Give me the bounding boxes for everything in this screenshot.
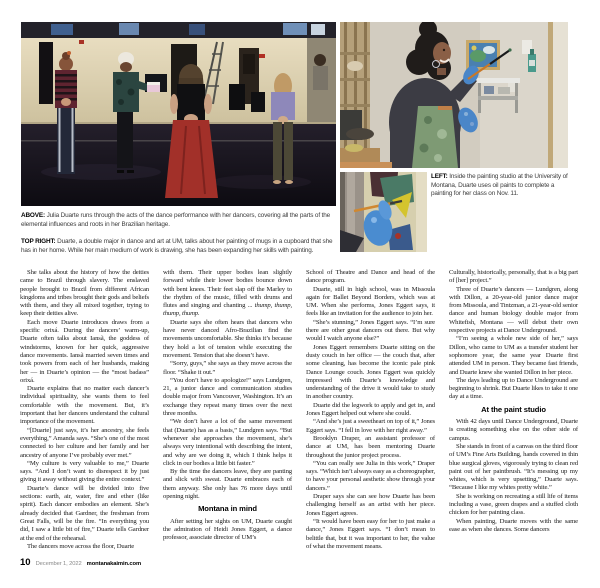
paragraph: “It would have been easy for her to just make a dance,” Jones Eggert says. “I don’t mean to belittle that, but it was important to her, the value of what the movement means. xyxy=(306,517,435,550)
page-footer xyxy=(20,557,141,568)
footer-date: December 1, 2022 xyxy=(35,561,82,567)
paragraph: Duarte did the legwork to apply and get in, and Jones Eggert helped out where she could. xyxy=(306,401,435,418)
paragraph: Brooklyn Draper, an assistant professor of dance at UM, has been mentoring Duarte throughout the junior project process. xyxy=(306,434,435,459)
article-column-3 xyxy=(306,269,435,551)
paragraph-text: with them. Their upper bodies lean slightly forward while their lower bodies bounce down with bent knees. Their feet slap off the Marley to the rhythm of the music, filled with drums and flutes and singing and chanting ... xyxy=(163,269,292,310)
paragraph: “You don’t have to apologize!” says Lundgren, 21, a junior dance and communication studies double major from Vancouver, Washington. It’s an exchange they repeat many times over the next three months. xyxy=(163,376,292,418)
caption-left-text: Inside the painting studio at the University of Montana, Duarte uses oil paints to complete a painting for her class on Nov. 11. xyxy=(431,173,568,198)
paragraph-italic-text: thump, thump, thump, thump. xyxy=(163,302,292,318)
article-body xyxy=(20,269,578,551)
paragraph: She is working on recreating a still life of items including a vase, green drapes and a stuffed cloth chicken for her painting class. xyxy=(449,492,578,517)
paragraph: Draper says she can see how Duarte has been challenging herself as an artist with her piece. Jones Eggert agrees. xyxy=(306,493,435,517)
paragraph: Three of Duarte’s dancers — Lundgren, along with Dillon, a 20-year-old junior dance major from Missoula, and Tintzman, a 21-year-old senior dance and human biology double major from Whitefish, Montana — will debut their own respective projects at Dance Underground. xyxy=(449,285,578,335)
caption-top-right-label: TOP RIGHT: xyxy=(21,238,56,245)
caption-left-label: LEFT: xyxy=(431,173,448,180)
dance-rehearsal-illustration xyxy=(21,22,336,206)
painting-closeup-photo xyxy=(340,172,427,252)
paragraph: By the time the dancers leave, they are panting and slick with sweat. Duarte embraces each of them anyway. She only has 76 more days until opening night. xyxy=(163,468,292,501)
paragraph: “And she’s just a sweetheart on top of it,” Jones Eggert says. “I fell in love with her right away.” xyxy=(306,418,435,434)
caption-above-text: Julia Duarte runs through the acts of the dance performance with her dancers, covering all the parts of the elemental influences and roots in her Brazilian heritage. xyxy=(21,212,331,228)
subhead-montana-in-mind: Montana in mind xyxy=(198,504,257,514)
paragraph: “She’s stunning,” Jones Eggert says. “I’m sure there are other great dancers out there. But why would I watch anyone else?” xyxy=(306,318,435,343)
paragraph: “You can really see Julia in this work,” Draper says. “Which isn’t always easy as a choreographer, to have your personal aesthetic show through your dancers.” xyxy=(306,459,435,492)
paragraph: School of Theatre and Dance and head of the dance program. xyxy=(306,269,435,285)
paragraph: Each move Duarte introduces draws from a specific orixá. During the dancers’ warm-up, Duarte often talks about Iansã, the goddess of windstorms, known for her quick, aggressive dance movements. Iansã married seven times and took powers from each of her husbands, making her — in Duarte’s opinion — the “most badass” orixá. xyxy=(20,318,149,384)
paragraph: Duarte says she often hears that dancers who have never danced Afro-Brazilian find the movements uncomfortable. She thinks it’s because they hold a lot of tension while executing the movement. Tension that she doesn’t have. xyxy=(163,318,292,359)
page-number: 10 xyxy=(20,557,31,568)
paragraph: With 42 days until Dance Underground, Duarte is creating something else on the other side of campus. xyxy=(449,418,578,442)
paragraph: Culturally, historically, personally, that is a big part of [her] project.” xyxy=(449,269,578,285)
caption-top-right-text: Duarte, a double major in dance and art at UM, talks about her painting of mugs in a cupboard that she has in her home. While her main medium of work is drawing, she has been expanding her skills with painting. xyxy=(21,238,333,254)
article-column-4 xyxy=(449,269,578,551)
paragraph: The dancers move across the floor, Duarte xyxy=(27,542,135,550)
footer-site-url: montanakaimin.com xyxy=(86,561,142,567)
paragraph: Duarte explains that no matter each dancer’s individual spirituality, she wants them to feel comfortable with the movement. But, it’s important that her dancers understand the cultural importance of the movement. xyxy=(20,385,149,426)
paragraph: “I’m seeing a whole new side of her,” says Dillon, who came to UM as a transfer student her sophomore year, the same year Duarte first attended UM in person. They became fast friends, and Duarte knew she wanted Dillon in her piece. xyxy=(449,335,578,376)
paragraph: Duarte, still in high school, was in Missoula again for Ballet Beyond Borders, which was at UM. When she performs, Jones Eggert says, it feels like an invitation for the audience to join her. xyxy=(306,285,435,318)
paragraph: “[Duarte] just says, it’s her ancestry, she feels everything,” Amanda says. “She’s one of the most connected to her culture and her family and her ancestry of anyone I’ve probably ever met.” xyxy=(20,426,149,459)
paragraph: Duarte’s dance will be divided into five sections: earth, air, water, fire and ether (like spirit). Each dancer embodies an element. She’s already decided that Gardner, the freshman from Great Falls, will be the fire. “In everything you did, I saw a little bit of fire,” Duarte tells Gardner at the end of the rehearsal. xyxy=(20,484,149,542)
painting-closeup-illustration xyxy=(340,172,427,252)
article-column-2 xyxy=(163,269,292,551)
paragraph: After setting her sights on UM, Duarte caught the admiration of Heidi Jones Eggert, a dance professor, associate director of UM’s xyxy=(163,517,292,542)
caption-top-right xyxy=(21,238,337,255)
paragraph: Jones Eggert remembers Duarte sitting on the dusty couch in her office — the couch that, after some cleaning, has become the iconic pale pink Dance Lounge couch. Jones Eggert was quickly impressed with Duarte’s knowledge and understanding of the drive it would take to study in another country. xyxy=(306,343,435,401)
paragraph: She stands in front of a canvas on the third floor of UM’s Fine Arts Building, hands covered in thin blue surgical gloves, vigorously trying to clean red paint out of her paintbrush. “It’s messing up my whites, which is very upsetting,” Duarte says. “Because I like my whites pretty white.” xyxy=(449,442,578,492)
paragraph: The days leading up to Dance Underground are beginning to shrink. But Duarte likes to take it one day at a time. xyxy=(449,376,578,401)
dance-rehearsal-photo xyxy=(21,22,336,206)
painting-studio-photo xyxy=(340,22,568,168)
paragraph: When painting, Duarte moves with the same ease as when she dances. Some dancers xyxy=(449,517,578,533)
paragraph: “My culture is very valuable to me,” Duarte says. “And I don’t want to disrespect it by just giving it away without giving the entire context.” xyxy=(20,459,149,484)
caption-above xyxy=(21,212,337,229)
paragraph: “Sorry, guys,” she says as they move across the floor. “Shake it out.” xyxy=(163,360,292,376)
caption-left xyxy=(431,173,574,199)
caption-above-label: ABOVE: xyxy=(21,212,45,219)
painting-studio-illustration xyxy=(340,22,568,168)
paragraph: “We don’t have a lot of the same movement that (Duarte) has as a basis,” Lundgren says. “But whenever she approaches the movement, she’s always very intentional with describing the intent, and why are we doing it, which I think helps it click in our bodies a little bit faster.” xyxy=(163,418,292,467)
paragraph: She talks about the history of how the deities came to Brazil through slavery. The enslaved people brought to Brazil from different African kingdoms and tribes brought their gods and beliefs with them, and they all mixed together, trying to keep their deities alive. xyxy=(20,269,149,318)
paragraph xyxy=(163,269,292,319)
subhead-at-the-paint-studio: At the paint studio xyxy=(481,404,546,414)
article-column-1 xyxy=(20,269,149,551)
